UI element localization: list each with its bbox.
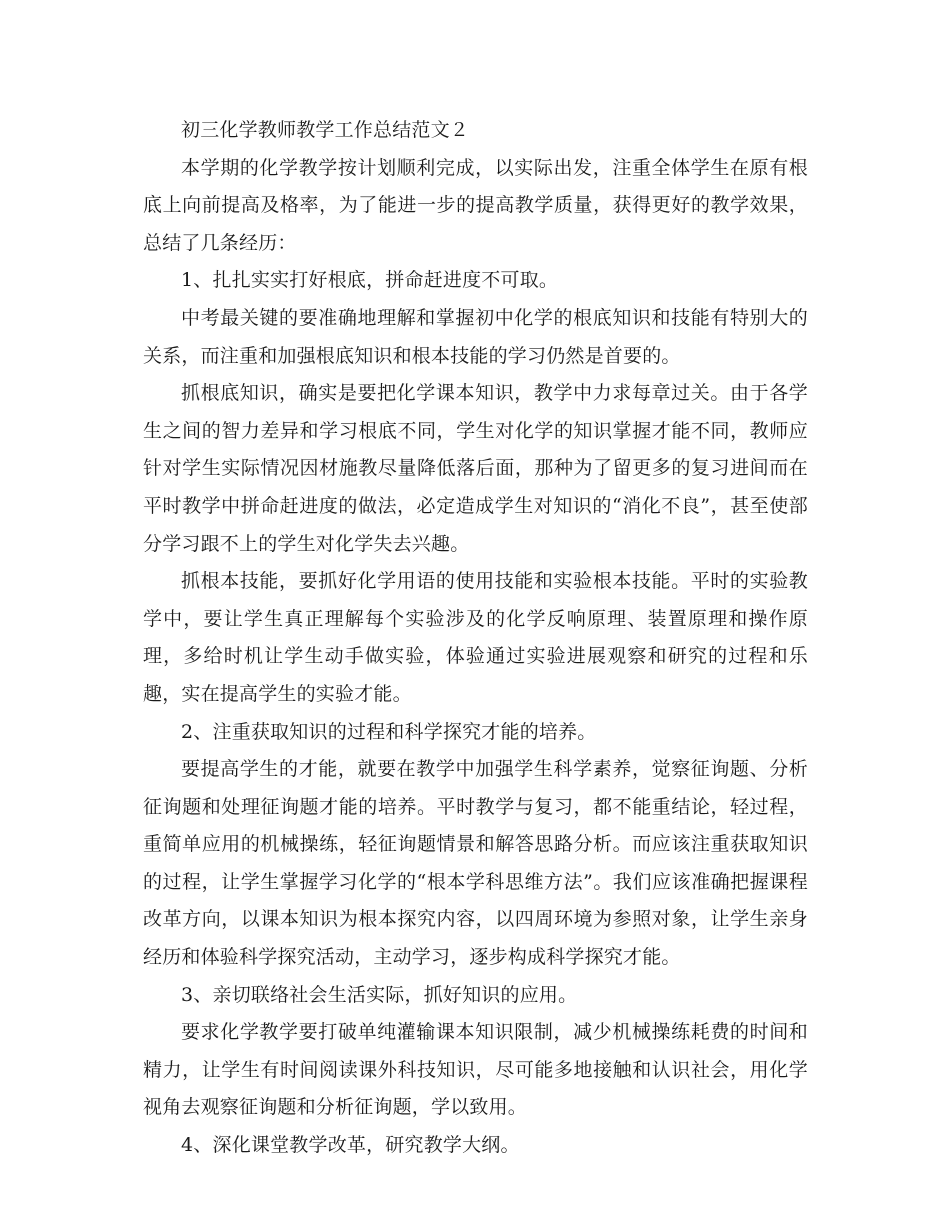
paragraph: 要求化学教学要打破单纯灌输课本知识限制，减少机械操练耗费的时间和精力，让学生有时间阅读课外科技知识，尽可能多地接触和认识社会，用化学视角去观察征询题和分析征询题，学以致用。 bbox=[143, 1021, 808, 1119]
paragraph: 要提高学生的才能，就要在教学中加强学生科学素养，觉察征询题、分析征询题和处理征询题才能的培养。平时教学与复习，都不能重结论，轻过程，重简单应用的机械操练，轻征询题情景和解答思路分析。而应该注重获取知识的过程，让学生掌握学习化学的“根本学科思维方法”。我们应该准确把握课程改革方向，以课本知识为根本探究内容，以四周环境为参照对象，让学生亲身经历和体验科学探究活动，主动学习，逐步构成科学探究才能。 bbox=[143, 758, 808, 969]
paragraph: 中考最关键的要准确地理解和掌握初中化学的根底知识和技能有特别大的关系，而注重和加强根底知识和根本技能的学习仍然是首要的。 bbox=[143, 306, 808, 367]
paragraph: 抓根底知识，确实是要把化学课本知识，教学中力求每章过关。由于各学生之间的智力差异和学习根底不同，学生对化学的知识掌握才能不同，教师应针对学生实际情况因材施教尽量降低落后面，那种为了留更多的复习进间而在平时教学中拼命赶进度的做法，必定造成学生对知识的“消化不良”，甚至使部分学习跟不上的学生对化学失去兴趣。 bbox=[143, 382, 808, 555]
heading-4: 4、深化课堂教学改革，研究教学大纲。 bbox=[181, 1134, 520, 1157]
heading-2: 2、注重获取知识的过程和科学探究才能的培养。 bbox=[181, 720, 597, 743]
paragraph: 抓根本技能，要抓好化学用语的使用技能和实验根本技能。平时的实验教学中，要让学生真正理解每个实验涉及的化学反响原理、装置原理和操作原理，多给时机让学生动手做实验，体验通过实验进展观察和研究的过程和乐趣，实在提高学生的实验才能。 bbox=[143, 570, 808, 705]
paragraph-intro: 本学期的化学教学按计划顺利完成，以实际出发，注重全体学生在原有根底上向前提高及格率，为了能进一步的提高教学质量，获得更好的教学效果，总结了几条经历： bbox=[143, 156, 808, 254]
heading-1: 1、扎扎实实打好根底，拼命赶进度不可取。 bbox=[181, 269, 559, 292]
heading-3: 3、亲切联络社会生活实际，抓好知识的应用。 bbox=[181, 983, 578, 1006]
document-title: 初三化学教师教学工作总结范文２ bbox=[181, 119, 470, 141]
document-body bbox=[143, 112, 808, 1165]
